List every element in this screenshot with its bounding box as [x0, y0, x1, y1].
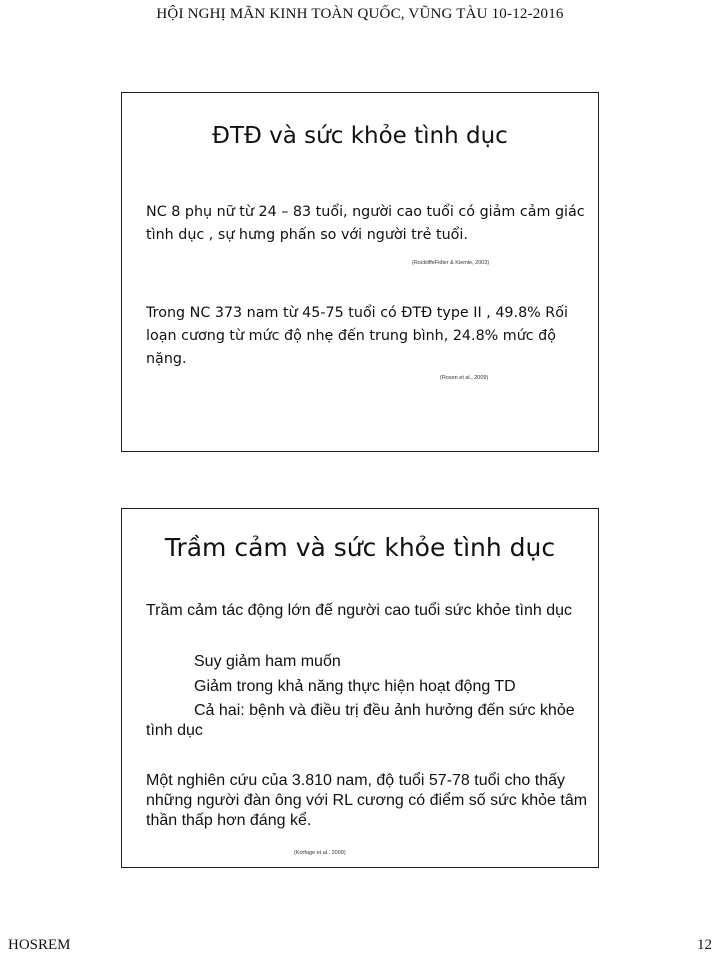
citation: (RockliffeFidler & Kiemle, 2003) — [412, 260, 490, 266]
slide-diabetes — [121, 92, 599, 452]
slide-title: Trầm cảm và sức khỏe tình dục — [164, 533, 556, 562]
slide-paragraph: NC 8 phụ nữ từ 24 – 83 tuổi, người cao tuổi có giảm cảm giác tình dục , sự hưng phấn so với người trẻ tuổi. — [146, 204, 585, 243]
slide-paragraph: Trong NC 373 nam từ 45-75 tuổi có ĐTĐ type II , 49.8% Rối loạn cương từ mức độ nhẹ đến trung bình, 24.8% mức độ nặng. — [146, 305, 568, 367]
page-number: 12 — [697, 937, 712, 953]
citation: (Rosen et al., 2009) — [440, 375, 489, 381]
slide-depression — [121, 508, 599, 868]
page-header: HỘI NGHỊ MÃN KINH TOÀN QUỐC, VŨNG TÀU 10-12-2016 — [156, 6, 564, 22]
list-item-text: Cả hai: bệnh và điều trị đều ảnh hưởng đến sức khỏe tình dục — [146, 702, 575, 739]
list-item: Suy giảm ham muốn — [194, 653, 341, 670]
list-item — [146, 701, 586, 741]
slide-paragraph: Trầm cảm tác động lớn đế người cao tuổi sức khỏe tình dục — [146, 602, 573, 619]
footer-brand: HOSREM — [8, 937, 71, 953]
citation: (Korfage et al., 2009) — [294, 850, 346, 856]
list-item: Giảm trong khả năng thực hiện hoạt động TD — [194, 678, 516, 695]
slide-title: ĐTĐ và sức khỏe tình dục — [212, 123, 508, 149]
slide-paragraph: Một nghiên cứu của 3.810 nam, độ tuổi 57-78 tuổi cho thấy những người đàn ông với RL cương có điểm số sức khỏe tâm thần thấp hơn đáng kể. — [146, 772, 588, 829]
